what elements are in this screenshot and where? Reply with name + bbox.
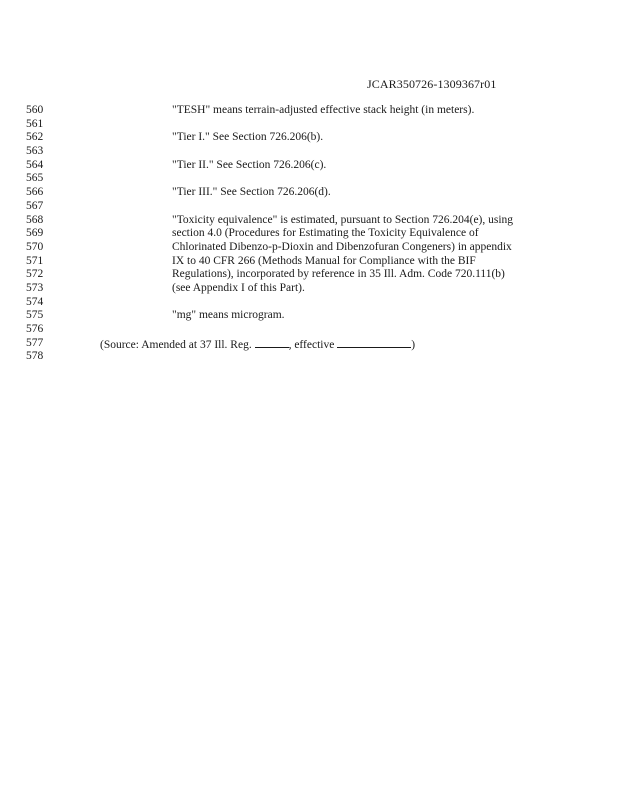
line-number: 569: [26, 227, 44, 240]
line-577: [0, 337, 618, 351]
line-number: 562: [26, 131, 44, 144]
line-text: "Tier II." See Section 726.206(c).: [172, 158, 327, 171]
line-566: [0, 186, 618, 200]
line-text: "TESH" means terrain-adjusted effective stack height (in meters).: [172, 104, 475, 116]
line-number: 560: [26, 104, 44, 116]
blank-line: [337, 337, 411, 348]
line-574: [0, 296, 618, 310]
line-569: [0, 227, 618, 241]
line-number: 573: [26, 281, 44, 294]
line-number: 572: [26, 268, 44, 281]
blank-line: [255, 337, 289, 348]
line-563: [0, 145, 618, 159]
line-text: "Toxicity equivalence" is estimated, pursuant to Section 726.204(e), using: [172, 213, 514, 226]
line-number: 567: [26, 199, 44, 212]
line-564: [0, 159, 618, 173]
line-number: 566: [26, 186, 44, 199]
line-text: "Tier I." See Section 726.206(b).: [172, 131, 324, 144]
line-text: "Tier III." See Section 726.206(d).: [172, 186, 331, 199]
line-562: [0, 131, 618, 145]
line-number: 574: [26, 295, 44, 308]
line-number: 564: [26, 158, 44, 171]
line-572: [0, 268, 618, 282]
line-567: [0, 200, 618, 214]
line-578: [0, 350, 618, 364]
line-575: [0, 309, 618, 323]
numbered-lines: [0, 104, 618, 364]
line-number: 571: [26, 254, 44, 267]
line-text: (see Appendix I of this Part).: [172, 281, 305, 294]
line-text: Chlorinated Dibenzo-p-Dioxin and Dibenzofuran Congeners) in appendix: [172, 240, 512, 253]
line-number: 575: [26, 309, 44, 322]
line-573: [0, 282, 618, 296]
line-565: [0, 172, 618, 186]
line-text: "mg" means microgram.: [172, 309, 285, 322]
line-561: [0, 118, 618, 132]
source-note-suffix: ): [411, 338, 416, 351]
line-text: section 4.0 (Procedures for Estimating the Toxicity Equivalence of: [172, 227, 479, 240]
line-number: 568: [26, 213, 44, 226]
line-number: 565: [26, 172, 44, 185]
line-560: [0, 104, 618, 118]
line-number: 561: [26, 117, 44, 130]
line-number: 577: [26, 336, 44, 349]
source-note-prefix: (Source: Amended at 37 Ill. Reg.: [100, 338, 252, 351]
document-id: JCAR350726-1309367r01: [367, 77, 497, 91]
line-576: [0, 323, 618, 337]
line-568: [0, 214, 618, 228]
line-number: 578: [26, 350, 44, 363]
line-571: [0, 255, 618, 269]
line-number: 570: [26, 240, 44, 253]
line-number: 576: [26, 323, 44, 335]
source-note-middle: , effective: [288, 338, 335, 351]
line-570: [0, 241, 618, 255]
line-text: Regulations), incorporated by reference in 35 Ill. Adm. Code 720.111(b): [172, 268, 505, 281]
line-text: IX to 40 CFR 266 (Methods Manual for Compliance with the BIF: [172, 254, 476, 267]
line-number: 563: [26, 145, 44, 158]
